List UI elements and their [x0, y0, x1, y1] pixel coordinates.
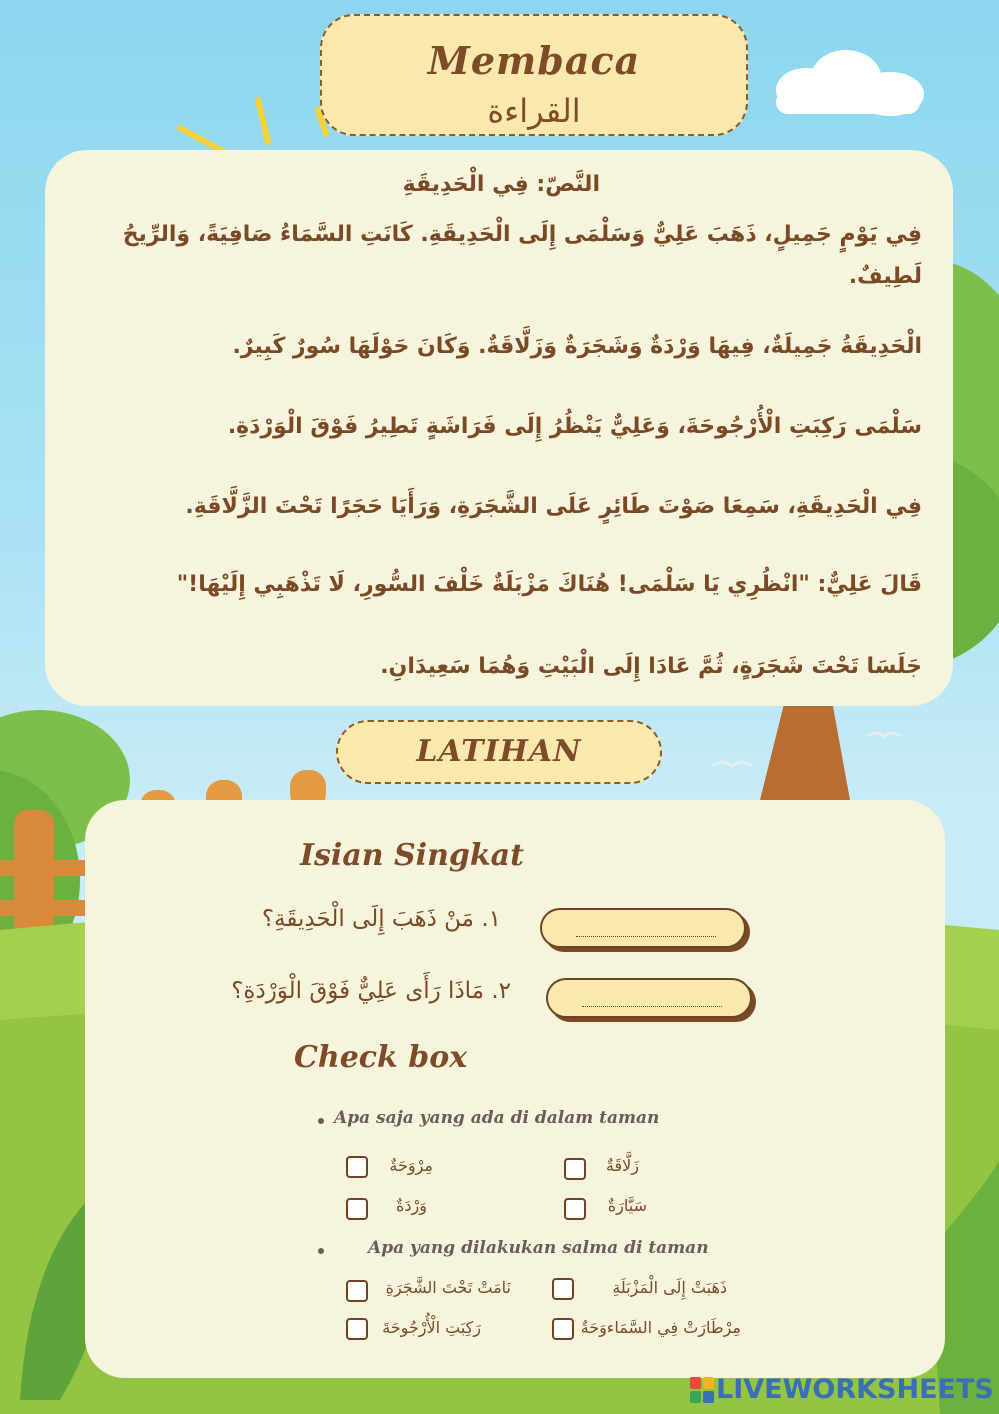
paragraph-2: الْحَدِيقَةُ جَمِيلَةٌ، فِيهَا وَرْدَةٌ وَشَجَرَةٌ وَزَلَّاقَةٌ. وَكَانَ حَوْلَهَا سُورٌ كَبِيرٌ. — [232, 334, 922, 359]
question-2: ٢. مَاذَا رَأَى عَلِيٌّ فَوْقَ الْوَرْدَةِ؟ — [231, 978, 511, 1004]
answer-1-input[interactable] — [576, 922, 716, 937]
title-latin: Membaca — [427, 38, 641, 83]
liveworksheets-brand[interactable]: LIVEWORKSHEETS — [716, 1374, 994, 1405]
checkbox-option-sayyarah[interactable] — [564, 1198, 586, 1220]
passage-title: النَّصّ: فِي الْحَدِيقَةِ — [402, 172, 600, 197]
bullet-dot — [318, 1248, 324, 1254]
option-label-went-to-dump: ذَهَبَتْ إِلَى الْمَزْبَلَةِ — [612, 1278, 727, 1297]
exercise-card — [85, 800, 945, 1378]
checkbox-option-rode-swing[interactable] — [346, 1318, 368, 1340]
option-label-sayyarah: سَيَّارَةٌ — [607, 1196, 647, 1215]
checkbox-option-went-to-dump[interactable] — [552, 1278, 574, 1300]
answer-1-field[interactable] — [540, 908, 746, 948]
option-label-slept-under-tree: نَامَتْ تَحْتَ الشَّجَرَةِ — [385, 1278, 511, 1297]
paragraph-5: قَالَ عَلِيٌّ: "انْظُرِي يَا سَلْمَى! هُنَاكَ مَزْبَلَةٌ خَلْفَ السُّورِ، لَا تَذْهَبِي إِلَيْهَا!" — [176, 572, 922, 597]
bullet-dot — [318, 1118, 324, 1124]
title-arabic: القراءة — [487, 92, 581, 130]
checkbox-option-slept-under-tree[interactable] — [346, 1280, 368, 1302]
checkbox-group-1-question: Apa saja yang ada di dalam taman — [334, 1108, 660, 1128]
checkbox-group-2-question: Apa yang dilakukan salma di taman — [368, 1238, 709, 1258]
option-label-flew-in-sky: مِرْطَارَتْ فِي السَّمَاءوَحَةٌ — [580, 1318, 741, 1337]
option-label-zallaqah: زَلَّاقَةٌ — [605, 1156, 639, 1175]
paragraph-6: جَلَسَا تَحْتَ شَجَرَةٍ، ثُمَّ عَادَا إِلَى الْبَيْتِ وَهُمَا سَعِيدَانِ. — [380, 654, 922, 679]
option-label-rode-swing: رَكِبَتِ الْأُرْجُوحَةَ — [382, 1318, 481, 1337]
title-banner — [320, 14, 748, 136]
checkbox-option-flew-in-sky[interactable] — [552, 1318, 574, 1340]
liveworksheets-logo-icon — [690, 1377, 714, 1403]
answer-2-field[interactable] — [546, 978, 752, 1018]
latihan-banner: LATIHAN — [336, 720, 662, 784]
checkbox-option-mirwahah[interactable] — [346, 1156, 368, 1178]
short-answer-heading: Isian Singkat — [300, 838, 524, 873]
checkbox-option-zallaqah[interactable] — [564, 1158, 586, 1180]
checkbox-option-wardah[interactable] — [346, 1198, 368, 1220]
option-label-mirwahah: مِرْوَحَةٌ — [389, 1156, 433, 1175]
paragraph-1: فِي يَوْمٍ جَمِيلٍ، ذَهَبَ عَلِيٌّ وَسَلْمَى إِلَى الْحَدِيقَةِ. كَانَتِ السَّمَاءُ صَافِيَةً، وَالرِّيحُ لَطِيفٌ. — [122, 222, 922, 289]
question-1: ١. مَنْ ذَهَبَ إِلَى الْحَدِيقَةِ؟ — [261, 906, 501, 932]
answer-2-input[interactable] — [582, 992, 722, 1007]
option-label-wardah: وَرْدَةٌ — [396, 1196, 427, 1215]
paragraph-3: سَلْمَى رَكِبَتِ الْأُرْجُوحَةَ، وَعَلِيٌّ يَنْظُرُ إِلَى فَرَاشَةٍ تَطِيرُ فَوْقَ الْوَرْدَةِ. — [227, 414, 922, 439]
checkbox-heading: Check box — [294, 1040, 468, 1075]
paragraph-4: فِي الْحَدِيقَةِ، سَمِعَا صَوْتَ طَائِرٍ عَلَى الشَّجَرَةِ، وَرَأَيَا حَجَرًا تَحْتَ الزَّلَّاقَةِ. — [185, 494, 922, 519]
